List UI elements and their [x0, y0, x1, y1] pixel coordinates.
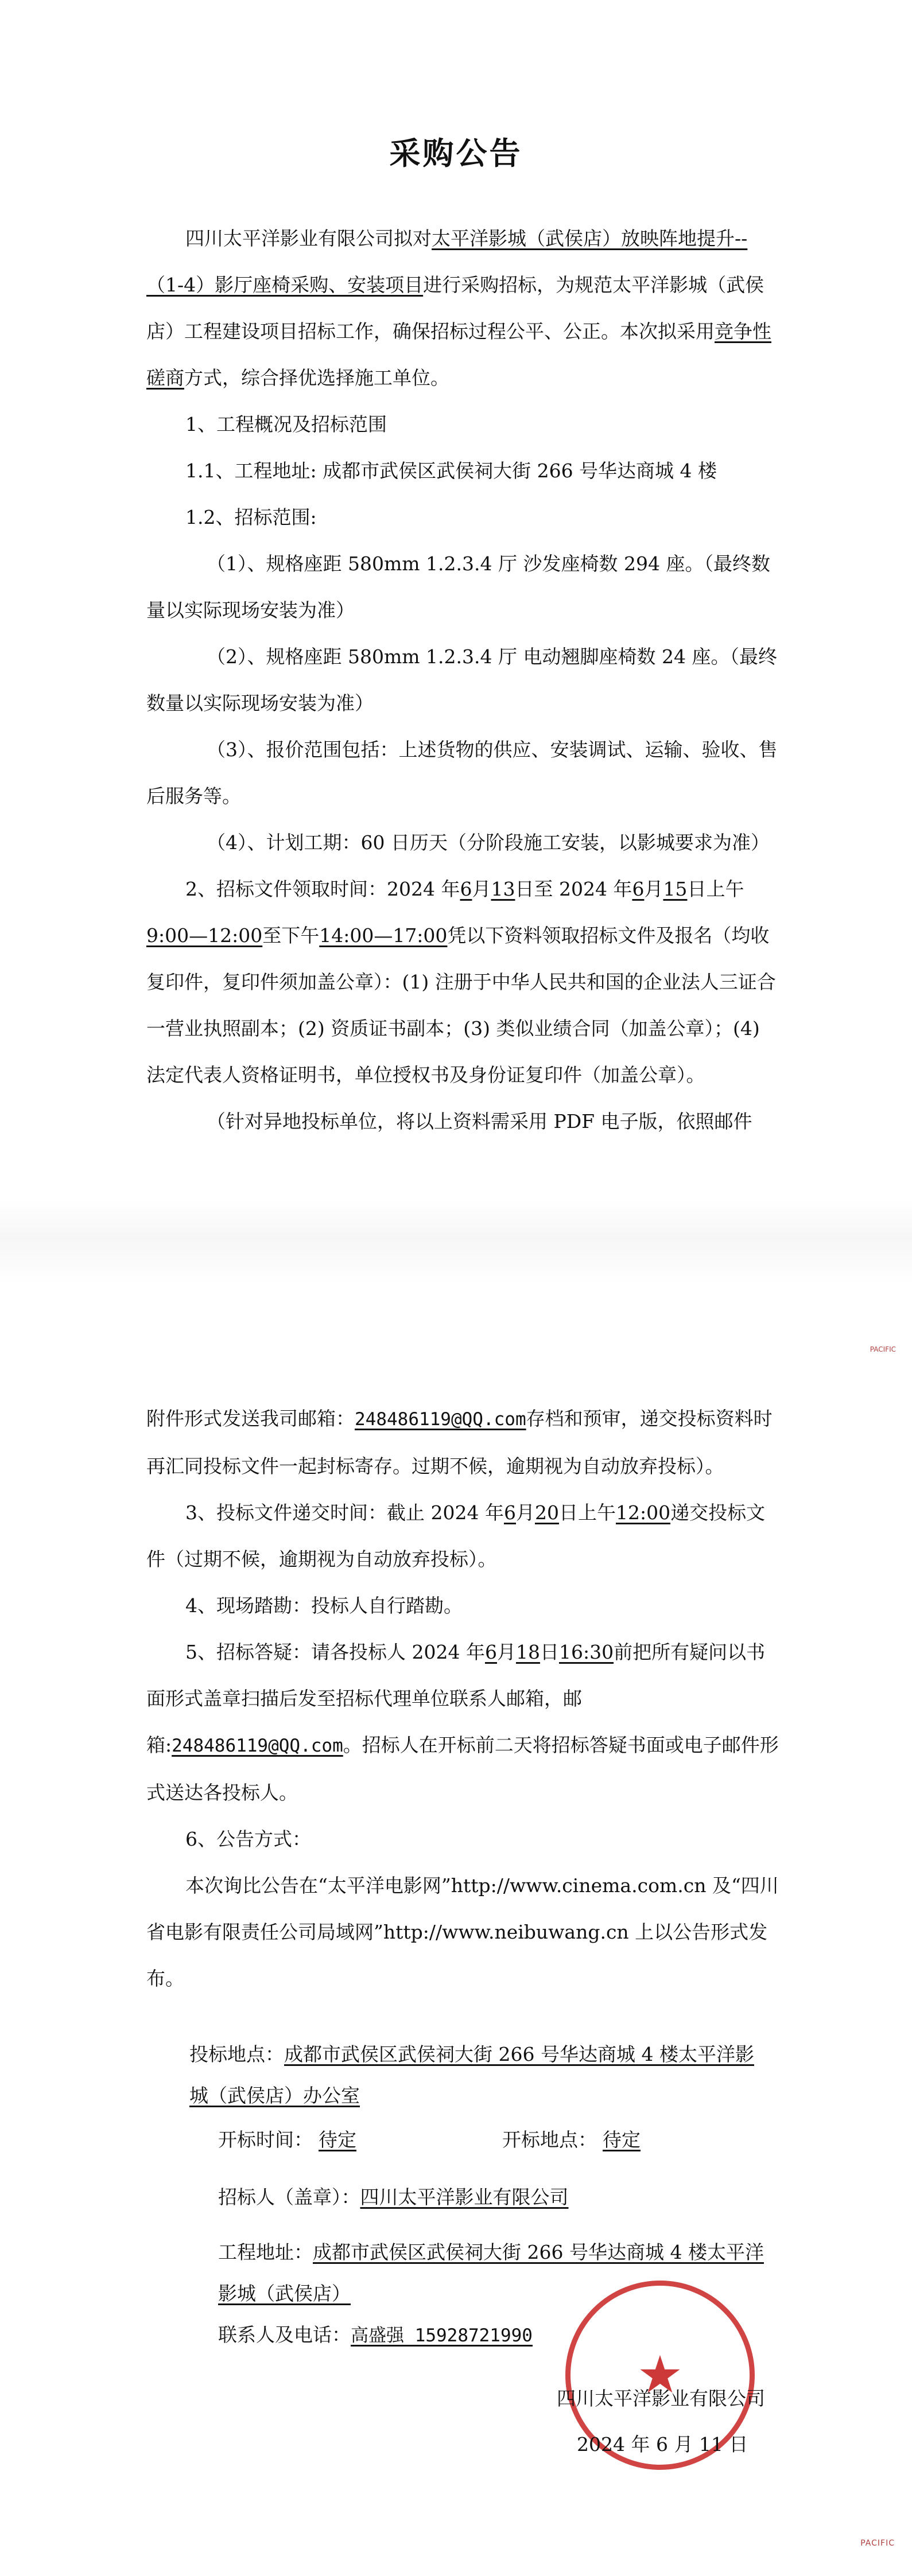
section6-text: 本次询比公告在“太平洋电影网”http://www.cinema.com.cn 及“四川省电影有限责任公司局域网”http://www.neibuwang.cn 上以公告形式发布。	[146, 1874, 779, 1990]
tenderer-line: 招标人（盖章）：四川太平洋影业有限公司	[218, 2186, 569, 2208]
bid-place-value: 成都市武侯区武侯祠大街 266 号华达商城 4 楼太平洋影城（武侯店）办公室	[189, 2043, 754, 2107]
section3-paragraph: 3、投标文件递交时间：截止 2024 年6月20日上午12:00递交投标文件（过期不候，逾期视为自动放弃投标）。	[146, 1501, 766, 1570]
open-place-line: 开标地点： 待定	[502, 2120, 658, 2160]
scope-item-3: （3）、报价范围包括：上述货物的供应、安装调试、运输、验收、售后服务等。	[146, 738, 778, 807]
section6-heading: 6、公告方式：	[185, 1828, 311, 1850]
continuation-paragraph: 附件形式发送我司邮箱：248486119@QQ.com存档和预审，递交投标资料时再汇同投标文件一起封标寄存。过期不候，逾期视为自动放弃投标）。	[146, 1407, 773, 1477]
site-address: 1.1、工程地址: 成都市武侯区武侯祠大街 266 号华达商城 4 楼	[185, 460, 717, 482]
intro-suffix: 方式，综合择优选择施工单位。	[184, 367, 449, 389]
signature-date: 2024 年 6 月 11 日	[577, 2433, 748, 2456]
intro-paragraph	[146, 215, 783, 1145]
section5-paragraph: 5、招标答疑：请各投标人 2024 年6月18日16:30前把所有疑问以书面形式盖章扫描后发至招标代理单位联系人邮箱，邮箱:248486119@QQ.com。招标人在开标前二天将招标答疑书面或电子邮件形式送达各投标人。	[146, 1641, 779, 1804]
intro-middle: 进行采购招标，为规范太平洋影城（武侯店）工程建设项目招标工作，确保招标过程公平、公正。本次拟采用	[146, 274, 764, 343]
open-time-line: 开标时间： 待定	[218, 2120, 374, 2160]
qa-time: 16:30	[558, 1641, 614, 1663]
deadline-month: 6	[503, 1501, 516, 1524]
corner-logo: PACIFIC	[860, 2539, 895, 2548]
scan-page-break	[0, 1199, 912, 1285]
open-place-value: 待定	[603, 2128, 641, 2151]
pickup-afternoon-hours: 14:00—17:00	[319, 924, 448, 947]
pickup-morning-hours: 9:00—12:00	[146, 924, 263, 947]
open-time-value: 待定	[319, 2128, 356, 2151]
signature-company: 四川太平洋影业有限公司	[557, 2387, 765, 2410]
scope-item-4: （4）、计划工期：60 日历天（分阶段施工安装，以影城要求为准）	[207, 831, 770, 854]
contact-value: 高盛强 15928721990	[351, 2325, 533, 2346]
remote-bidder-note: （针对异地投标单位，将以上资料需采用 PDF 电子版，依照邮件	[207, 1110, 752, 1133]
side-logo: PACIFIC	[870, 1345, 896, 1353]
qa-day: 18	[515, 1641, 540, 1663]
deadline-day: 20	[534, 1501, 559, 1524]
contact-email: 248486119@QQ.com	[355, 1409, 526, 1430]
project-name: 太平洋影城（武侯店）放映阵地提升--（1-4）影厅座椅采购、安装项目	[146, 227, 748, 296]
deadline-time: 12:00	[615, 1501, 671, 1524]
continuation-block	[146, 1395, 783, 2002]
contact-line: 联系人及电话：高盛强 15928721990	[218, 2324, 533, 2346]
scope-item-2: （2）、规格座距 580mm 1.2.3.4 厅 电动翘脚座椅数 24 座。（最终数量以实际现场安装为准）	[146, 645, 777, 714]
qa-email: 248486119@QQ.com	[172, 1736, 343, 1756]
pickup-day-start: 13	[491, 878, 515, 900]
intro-prefix: 四川太平洋影业有限公司拟对	[185, 227, 432, 250]
site-line: 工程地址：成都市武侯区武侯祠大街 266 号华达商城 4 楼太平洋影城（武侯店）	[218, 2241, 764, 2305]
tenderer-value: 四川太平洋影业有限公司	[360, 2186, 569, 2208]
pickup-month-start: 6	[460, 878, 472, 900]
site-value: 成都市武侯区武侯祠大街 266 号华达商城 4 楼太平洋影城（武侯店）	[218, 2241, 764, 2305]
bid-place-line: 投标地点：成都市武侯区武侯祠大街 266 号华达商城 4 楼太平洋影城（武侯店）办公室	[189, 2043, 754, 2107]
star-icon: ★	[637, 2345, 684, 2405]
pickup-month-end: 6	[632, 878, 645, 900]
pickup-day-end: 15	[663, 878, 688, 900]
scope-item-1: （1）、规格座距 580mm 1.2.3.4 厅 沙发座椅数 294 座。（最终数量以实际现场安装为准）	[146, 552, 770, 621]
section4-paragraph: 4、现场踏勘：投标人自行踏勘。	[185, 1594, 463, 1617]
section2-paragraph: 2、招标文件领取时间：2024 年6月13日至 2024 年6月15日上午9:00—12:00至下午14:00—17:00凭以下资料领取招标文件及报名（均收复印件，复印件须加盖公章）：(1) 注册于中华人民共和国的企业法人三证合一营业执照副本；(2) 资质证书副本；(3) 类似业绩合同（加盖公章）；(4) 法定代表人资格证明书，单位授权书及身份证复印件（加盖公章）。	[146, 878, 776, 1086]
section1-heading: 1、工程概况及招标范围	[185, 413, 387, 435]
scope-heading: 1.2、招标范围:	[185, 506, 317, 528]
procurement-method: 竞争性磋商	[146, 320, 771, 389]
document-title: 采购公告	[389, 135, 523, 172]
qa-month: 6	[484, 1641, 497, 1663]
